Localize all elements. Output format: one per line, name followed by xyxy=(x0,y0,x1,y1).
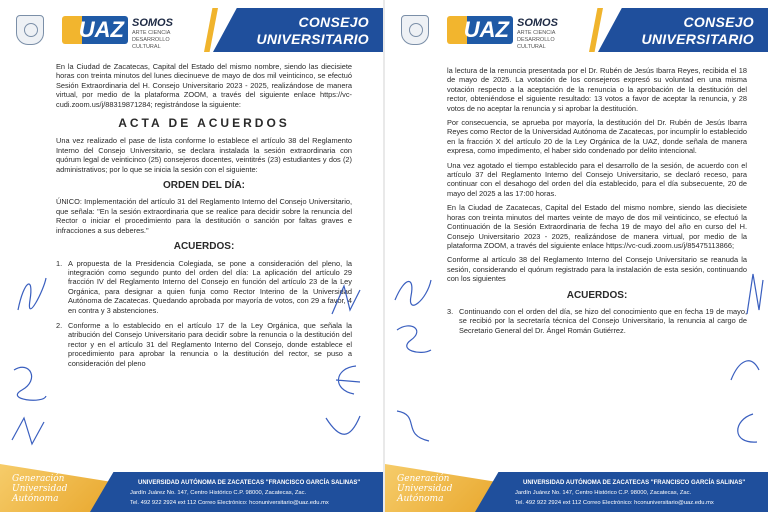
signature-icon xyxy=(320,410,364,450)
footer-contact: Tel. 492 922 2924 ext 112 Correo Electrónico: hconuniversitario@uaz.edu.mx xyxy=(130,500,329,506)
banner-title-line2: UNIVERSITARIO xyxy=(256,31,369,47)
state-seal-icon xyxy=(401,15,429,45)
footer-university: UNIVERSIDAD AUTÓNOMA DE ZACATECAS "FRANCISCO GARCÍA SALINAS" xyxy=(138,480,361,486)
acuerdos-title: ACUERDOS: xyxy=(173,241,235,253)
generacion-logo-icon: Generación Universidad Autónoma xyxy=(397,474,453,504)
receso-paragraph: Una vez agotado el tiempo establecido para el desarrollo de la sesión, de acuerdo con el artículo 37 del Reglamento Interno del Consejo Universitario, se declaró receso, para continuar con el desahogo del orden del día establecido, para el día subsecuente, 20 de mayo del 2025 a las 17:00 horas. xyxy=(447,160,747,198)
acuerdos-list xyxy=(56,259,352,368)
signature-icon xyxy=(743,270,767,320)
list-item: 3. Continuando con el orden del día, se hizo del conocimiento que en fecha 19 de mayo, se recibió por la secretaría técnica del Consejo Universitario, la renuncia al cargo de Secretario General del Dr. Ángel Román Gutiérrez. xyxy=(447,306,747,335)
acta-title: ACTA DE ACUERDOS xyxy=(118,116,290,131)
page-footer xyxy=(385,464,768,512)
intro2-paragraph: En la Ciudad de Zacatecas, Capital del Estado del mismo nombre, siendo las diecisiete horas con treinta minutos del martes veinte de mayo de dos mil veinticinco, se efectuó la Continuación de la Sesión Extraordinaria de fecha 19 de mayo del año en curso del H. Consejo Universitario 2023 - 2025, realizándose de manera virtual, por medio de la plataforma ZOOM, a través del siguiente enlace https://vc-cudi.zoom.us/j/85475113866; xyxy=(447,203,747,250)
acuerdos-title: ACUERDOS: xyxy=(566,289,628,301)
footer-contact: Tel. 492 922 2924 ext 112 Correo Electrónico: hconuniversitario@uaz.edu.mx xyxy=(515,500,714,506)
continuation-paragraph: la lectura de la renuncia presentada por el Dr. Rubén de Jesús Ibarra Reyes, recibida el 18 de mayo de 2025. La votación de los consejeros expresó su voluntad en una misma votación respecto a la aceptación de la renuncia o la aprobación de la destitución del rector, obteniéndose el siguiente resultado: 13 votos a favor de aceptar la renuncia, y 28 votos de no aceptar la renuncia y si aprobar la destitución. xyxy=(447,66,747,113)
signature-icon xyxy=(8,410,48,450)
signature-icon xyxy=(391,320,435,360)
quorum-paragraph: Una vez realizado el pase de lista conforme lo establece el artículo 38 del Reglamento Interno del Consejo Universitario, se declara instalada la sesión extraordinaria con quórum legal de veinticinco (25) consejeros docentes, veintitrés (23) estudiantes y dos (2) administrativos; por lo que se inicia la sesión con el siguiente: xyxy=(56,136,352,174)
document-page-1 xyxy=(0,0,383,512)
signature-icon xyxy=(14,270,50,320)
uaz-logo-icon: UAZ xyxy=(62,16,128,44)
uaz-logo-icon: UAZ xyxy=(447,16,513,44)
unico-paragraph: ÚNICO: Implementación del artículo 31 del Reglamento Interno del Consejo Universitario, que señala: "En la sesión extraordinaria que se realice para decidir sobre la renuncia del Rector o iniciar el procedimiento para la destitución o sanción por faltas graves e infracciones a sus deberes." xyxy=(56,197,352,235)
footer-university: UNIVERSIDAD AUTÓNOMA DE ZACATECAS "FRANCISCO GARCÍA SALINAS" xyxy=(523,480,746,486)
page-footer xyxy=(0,464,383,512)
signature-icon xyxy=(725,350,765,390)
list-item: 2. Conforme a lo establecido en el artículo 17 de la Ley Orgánica, que señala la atribución del Consejo Universitario para decidir sobre la renuncia o la destitución del rector y en el artículo 31 del Reglamento Interno del Consejo, donde establece el procedimiento para aprobar la renuncia o la destitución del rector, se puso a consideración del pleno xyxy=(56,320,352,368)
signature-icon xyxy=(391,405,435,449)
somos-subtitle: ARTE CIENCIA DESARROLLO CULTURAL xyxy=(517,30,556,50)
footer-address: Jardín Juárez No. 147, Centro Histórico C.P. 98000, Zacatecas, Zac. xyxy=(515,490,692,496)
banner-title-line1: CONSEJO xyxy=(683,14,754,30)
footer-address: Jardín Juárez No. 147, Centro Histórico C.P. 98000, Zacatecas, Zac. xyxy=(130,490,307,496)
signature-icon xyxy=(723,410,763,450)
somos-subtitle: ARTE CIENCIA DESARROLLO CULTURAL xyxy=(132,30,171,50)
generacion-logo-icon: Generación Universidad Autónoma xyxy=(12,474,68,504)
document-body xyxy=(447,66,747,341)
document-body xyxy=(56,62,352,374)
page-header xyxy=(385,0,768,58)
signature-icon xyxy=(391,270,435,310)
somos-logo-text: SOMOS xyxy=(517,17,558,29)
signature-icon xyxy=(10,360,50,410)
signature-icon xyxy=(326,360,366,400)
list-item: 1. A propuesta de la Presidencia Colegiada, se pone a consideración del pleno, la integración como segundo punto del orden del día: La aplicación del artículo 29 fracción IV del Reglamento Interno del Consejo en función del artículo 23 de la Ley Orgánica, para designar a quien funja como Rector Interino de la Universidad Autónoma de Zacatecas. Quedando aprobada por mayoría de votos, con 29 a favor, 4 en contra y 3 abstenciones. xyxy=(56,258,352,315)
conforme-paragraph: Conforme al artículo 38 del Reglamento Interno del Consejo Universitario se reanuda la sesión, considerando el quórum registrado para la instalación de esta sesión, continuando con los siguientes xyxy=(447,255,747,284)
signature-icon xyxy=(326,280,366,320)
banner-accent xyxy=(589,8,603,52)
orden-title: ORDEN DEL DÍA: xyxy=(162,180,246,192)
state-seal-icon xyxy=(16,15,44,45)
banner-title-line1: CONSEJO xyxy=(298,14,369,30)
banner-accent xyxy=(204,8,218,52)
page-header xyxy=(0,0,383,58)
banner-title-line2: UNIVERSITARIO xyxy=(641,31,754,47)
document-page-2 xyxy=(385,0,768,512)
somos-logo-text: SOMOS xyxy=(132,17,173,29)
consecuencia-paragraph: Por consecuencia, se aprueba por mayoría, la destitución del Dr. Rubén de Jesús Ibarra Reyes como Rector de la Universidad Autónoma de Zacatecas, por incumplir lo establecido en la fracción X del artículo 20 de la Ley Orgánica de la UAZ, donde señala de manera expresa, como impedimento, el haber sido condenado por delito intencional. xyxy=(447,118,747,156)
intro-paragraph: En la Ciudad de Zacatecas, Capital del Estado del mismo nombre, siendo las diecisiete horas con treinta minutos del lunes diecinueve de mayo de dos mil veinticinco, se efectuó Sesión Extraordinaria del H. Consejo Universitario 2023 - 2025, realizándose de manera virtual, por medio de la plataforma ZOOM, a través del siguiente enlace https://vc-cudi.zoom.us/j/88319871284; registrándose la siguiente: xyxy=(56,62,352,109)
acuerdos-list xyxy=(447,307,747,335)
